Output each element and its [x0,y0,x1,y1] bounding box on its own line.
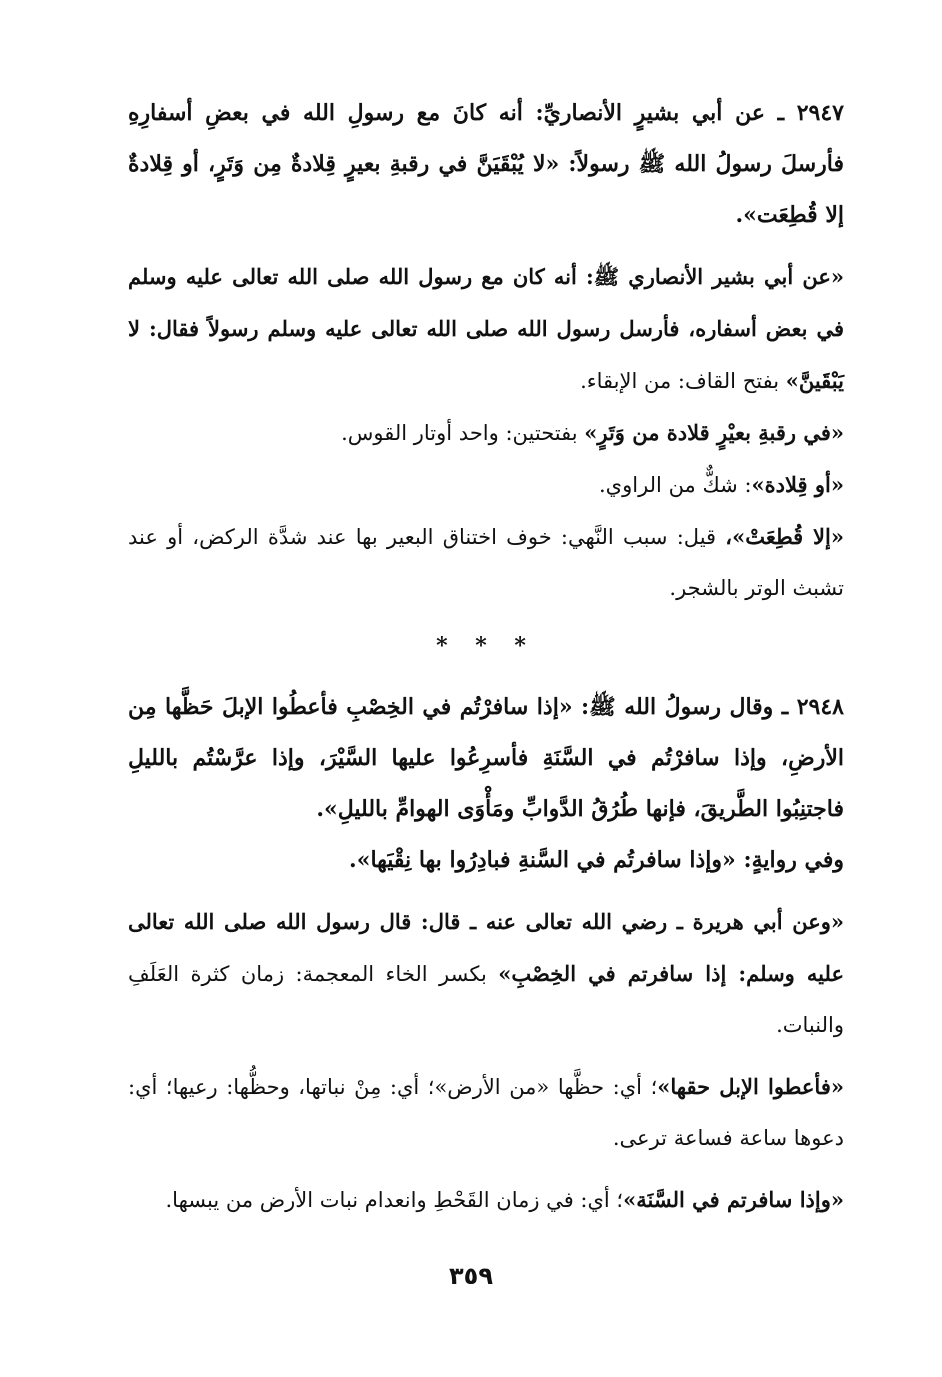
commentary-paragraph [128,896,844,1051]
commentary-quote: «إلا قُطِعَتْ»، [725,524,844,549]
commentary-explanation: قيل: سبب النَّهي: خوف اختناق البعير بها عند شدَّة الركض، أو عند تشبث الوتر بالشجر. [128,525,844,600]
hadith-text: ـ وقال رسولُ الله ﷺ: «إذا سافرْتُم في الخِصْبِ فأعطُوا الإبلَ حَظَّها مِن الأرضِ، وإذا سافرْتُم في السَّنَةِ فأسرِعُوا عليها السَّيْرَ، وإذا عرَّسْتُم بالليلِ فاجتنِبُوا الطَّريقَ، فإنها طُرُقُ الدَّوابِّ ومَأْوَى الهوامِّ بالليلِ». [128,694,844,822]
page-number: ٣٥٩ [449,1262,493,1290]
commentary-quote: «في رقبةِ بعيْرٍ قلادة من وَتَرٍ» [584,420,844,445]
hadith-variant-narration: وفي روايةٍ: «وإذا سافرتُم في السَّنةِ فبادِرُوا بها نِقْيَها». [349,847,844,873]
commentary-quote: «أو قِلادة» [751,472,844,497]
commentary-quote: «وعن أبي هريرة ـ رضي الله تعالى عنه ـ قال: قال رسول الله صلى الله تعالى عليه وسلم: إذا سافرتم في الخِصْبِ» [128,909,844,986]
hadith-2947 [128,88,844,241]
commentary-paragraph [128,1174,844,1226]
commentary-paragraph [128,459,844,511]
commentary-paragraph [128,251,844,407]
commentary-quote: «فأعطوا الإبل حقها» [657,1074,844,1099]
commentary-explanation: : شكٌّ من الراوي. [598,473,752,497]
commentary-quote: «عن أبي بشير الأنصاري ﷺ: أنه كان مع رسول الله صلى الله تعالى عليه وسلم في بعض أسفاره، فأرسل رسول الله صلى الله تعالى عليه وسلم رسولاً فقال: لا يَبْقَينَّ» [128,264,844,393]
commentary-explanation: بفتح القاف: من الإبقاء. [580,369,786,393]
commentary-explanation: ؛ أي: في زمان القَحْطِ وانعدام نبات الأرض من يبسها. [165,1188,624,1212]
commentary-explanation: بكسر الخاء المعجمة: زمان كثرة العَلَفِ والنبات. [128,962,844,1037]
hadith-number: ٢٩٤٧ [796,100,844,126]
section-separator: * * * [436,633,536,659]
hadith-number: ٢٩٤٨ [796,694,844,720]
commentary-paragraph [128,511,844,614]
hadith-text: ـ عن أبي بشيرٍ الأنصاريِّ: أنه كانَ مع رسولِ الله في بعضِ أسفارِهِ فأرسلَ رسولُ الله ﷺ رسولاً: «لا يُبْقَيَنَّ في رقبةِ بعيرٍ قِلادةٌ مِن وَتَرٍ، أو قِلادةٌ إلا قُطِعَت». [128,100,844,228]
commentary-explanation: بفتحتين: واحد أوتار القوس. [341,421,585,445]
commentary-paragraph [128,407,844,459]
hadith-2948 [128,682,844,835]
page-body [128,88,844,1226]
commentary-paragraph [128,1061,844,1164]
commentary-quote: «وإذا سافرتم في السَّنَة» [623,1187,844,1212]
commentary-explanation: ؛ أي: حظَّها «من الأرض»؛ أي: مِنْ نباتها، وحظُّها: رعيها؛ أي: دعوها ساعة فساعة ترعى. [128,1075,844,1150]
